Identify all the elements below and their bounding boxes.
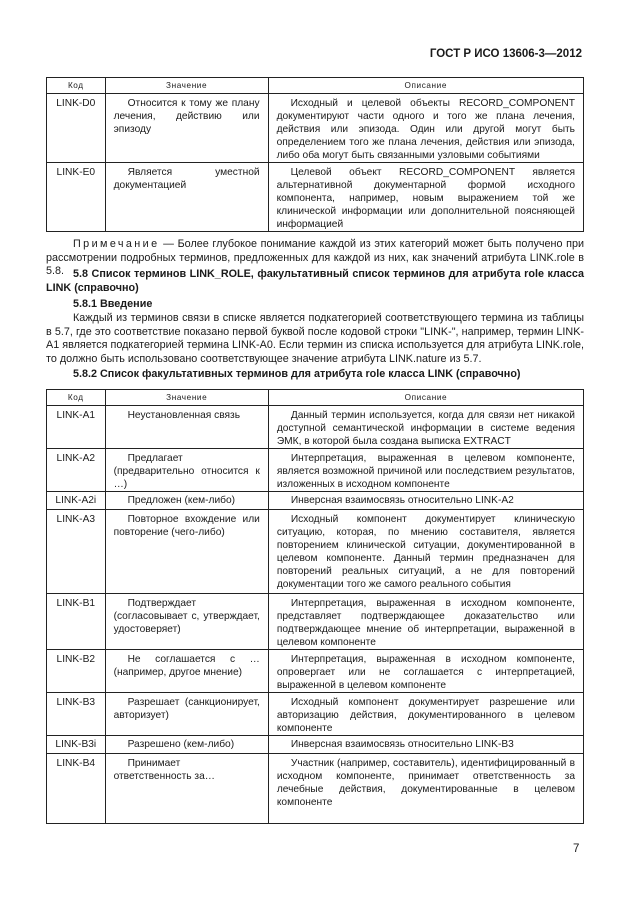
term-meaning: Разрешено (кем-либо) xyxy=(105,736,268,754)
table-row xyxy=(47,650,584,693)
table-row xyxy=(47,406,584,449)
term-meaning: Повторное вхождение или повторение (чего-либо) xyxy=(105,510,268,594)
term-meaning: Подтверждает (согласовывает с, утверждает, удостоверяет) xyxy=(105,594,268,650)
term-meaning: Относится к тому же плану лечения, действию или эпизоду xyxy=(105,94,268,163)
term-description: Инверсная взаимосвязь относительно LINK-A2 xyxy=(268,492,583,510)
column-header-code: Код xyxy=(47,78,106,94)
table-row xyxy=(47,510,584,594)
term-description: Интерпретация, выраженная в исходном компоненте, опровергает или не соглашается с интерпретацией, выраженной в целевом компоненте xyxy=(268,650,583,693)
link-terms-table-continued xyxy=(46,77,584,232)
term-description: Исходный компонент документирует клиническую ситуацию, которая, по мнению составителя, является повторением клинической ситуации, документированной в целевом компоненте. Данный термин предназначен для повторений реальных ситуаций, а не для повторений документации того же самого реального события xyxy=(268,510,583,594)
table-row xyxy=(47,754,584,824)
note-text: — Более глубокое понимание каждой из этих категорий может быть получено при рассмотрении подробных терминов, предложенных для каждой из них, как значений атрибута LINK.role в 5.8. xyxy=(46,238,584,278)
page-number: 7 xyxy=(573,843,580,855)
term-code: LINK-B2 xyxy=(47,650,106,693)
term-code: LINK-A1 xyxy=(47,406,106,449)
table-row xyxy=(47,594,584,650)
term-code: LINK-A2 xyxy=(47,449,106,492)
term-meaning: Предлагает (предварительно относится к …) xyxy=(105,449,268,492)
section-5-8-2-heading: 5.8.2 Список факультативных терминов для атрибута role класса LINK (справочно) xyxy=(73,368,521,380)
term-code: LINK-B4 xyxy=(47,754,106,824)
term-description: Данный термин используется, когда для связи нет никакой доступной семантической информации в системе ведения ЭМК, в которой была создана выписка EXTRACT xyxy=(268,406,583,449)
term-description: Исходный и целевой объекты RECORD_COMPONENT документируют части одного и того же плана лечения, действия или эпизода. Один или другой могут быть определением того же плана лечения, действия или эпизода, либо оба могут быть связанными узловыми событиями xyxy=(268,94,583,163)
term-description: Интерпретация, выраженная в целевом компоненте, является возможной причиной или последствием результатов, изложенных в исходном компоненте xyxy=(268,449,583,492)
term-description: Исходный компонент документирует разрешение или авторизацию действия, документированного в целевом компоненте xyxy=(268,693,583,736)
term-description: Инверсная взаимосвязь относительно LINK-B3 xyxy=(268,736,583,754)
column-header-meaning: Значение xyxy=(105,390,268,406)
term-code: LINK-B3 xyxy=(47,693,106,736)
table-header-row xyxy=(47,78,584,94)
note-label: Примечание xyxy=(73,238,160,250)
column-header-description: Описание xyxy=(268,78,583,94)
term-description: Интерпретация, выраженная в исходном компоненте, представляет подтверждающее доказательство или подтверждающее мнение об интерпретации, выраженной в целевом компоненте xyxy=(268,594,583,650)
term-description: Участник (например, составитель), идентифицированный в исходном компоненте, принимает ответственность за лечебные действия, документированные в целевом компоненте xyxy=(268,754,583,824)
link-role-terms-table xyxy=(46,389,584,824)
table-header-row xyxy=(47,390,584,406)
table-row xyxy=(47,693,584,736)
table-row xyxy=(47,492,584,510)
section-5-8-1-paragraph: Каждый из терминов связи в списке является подкатегорией соответствующего термина из таблицы в 5.7, где это соответствие показано первой буквой после кодовой строки "LINK-", например, термин LINK-A1 является подкатегорией термина LINK-A0. Если термин из списка используется для атрибута LINK.role, то должно быть использовано соответствующее значение атрибута LINK.nature из 5.7. xyxy=(46,312,584,365)
document-header: ГОСТ Р ИСО 13606-3—2012 xyxy=(429,48,582,60)
term-code: LINK-E0 xyxy=(47,163,106,232)
term-meaning: Неустановленная связь xyxy=(105,406,268,449)
column-header-description: Описание xyxy=(268,390,583,406)
term-meaning: Предложен (кем-либо) xyxy=(105,492,268,510)
column-header-meaning: Значение xyxy=(105,78,268,94)
term-code: LINK-B3i xyxy=(47,736,106,754)
term-description: Целевой объект RECORD_COMPONENT является альтернативной документарной формой исходного компонента, например, новым выражением той же клинической информации или дополнительной поясняющей информацией xyxy=(268,163,583,232)
term-code: LINK-D0 xyxy=(47,94,106,163)
term-code: LINK-A2i xyxy=(47,492,106,510)
term-meaning: Является уместной документацией xyxy=(105,163,268,232)
term-code: LINK-A3 xyxy=(47,510,106,594)
table-row xyxy=(47,736,584,754)
table-row xyxy=(47,163,584,232)
section-5-8-1-heading: 5.8.1 Введение xyxy=(73,298,153,310)
term-meaning: Принимает ответственность за… xyxy=(105,754,268,824)
section-5-8-heading: 5.8 Список терминов LINK_ROLE, факультативный список терминов для атрибута role класса LINK (справочно) xyxy=(46,268,584,294)
term-code: LINK-B1 xyxy=(47,594,106,650)
term-meaning: Не соглашается с … (например, другое мнение) xyxy=(105,650,268,693)
table-row xyxy=(47,94,584,163)
term-meaning: Разрешает (санкционирует, авторизует) xyxy=(105,693,268,736)
column-header-code: Код xyxy=(47,390,106,406)
table-row xyxy=(47,449,584,492)
